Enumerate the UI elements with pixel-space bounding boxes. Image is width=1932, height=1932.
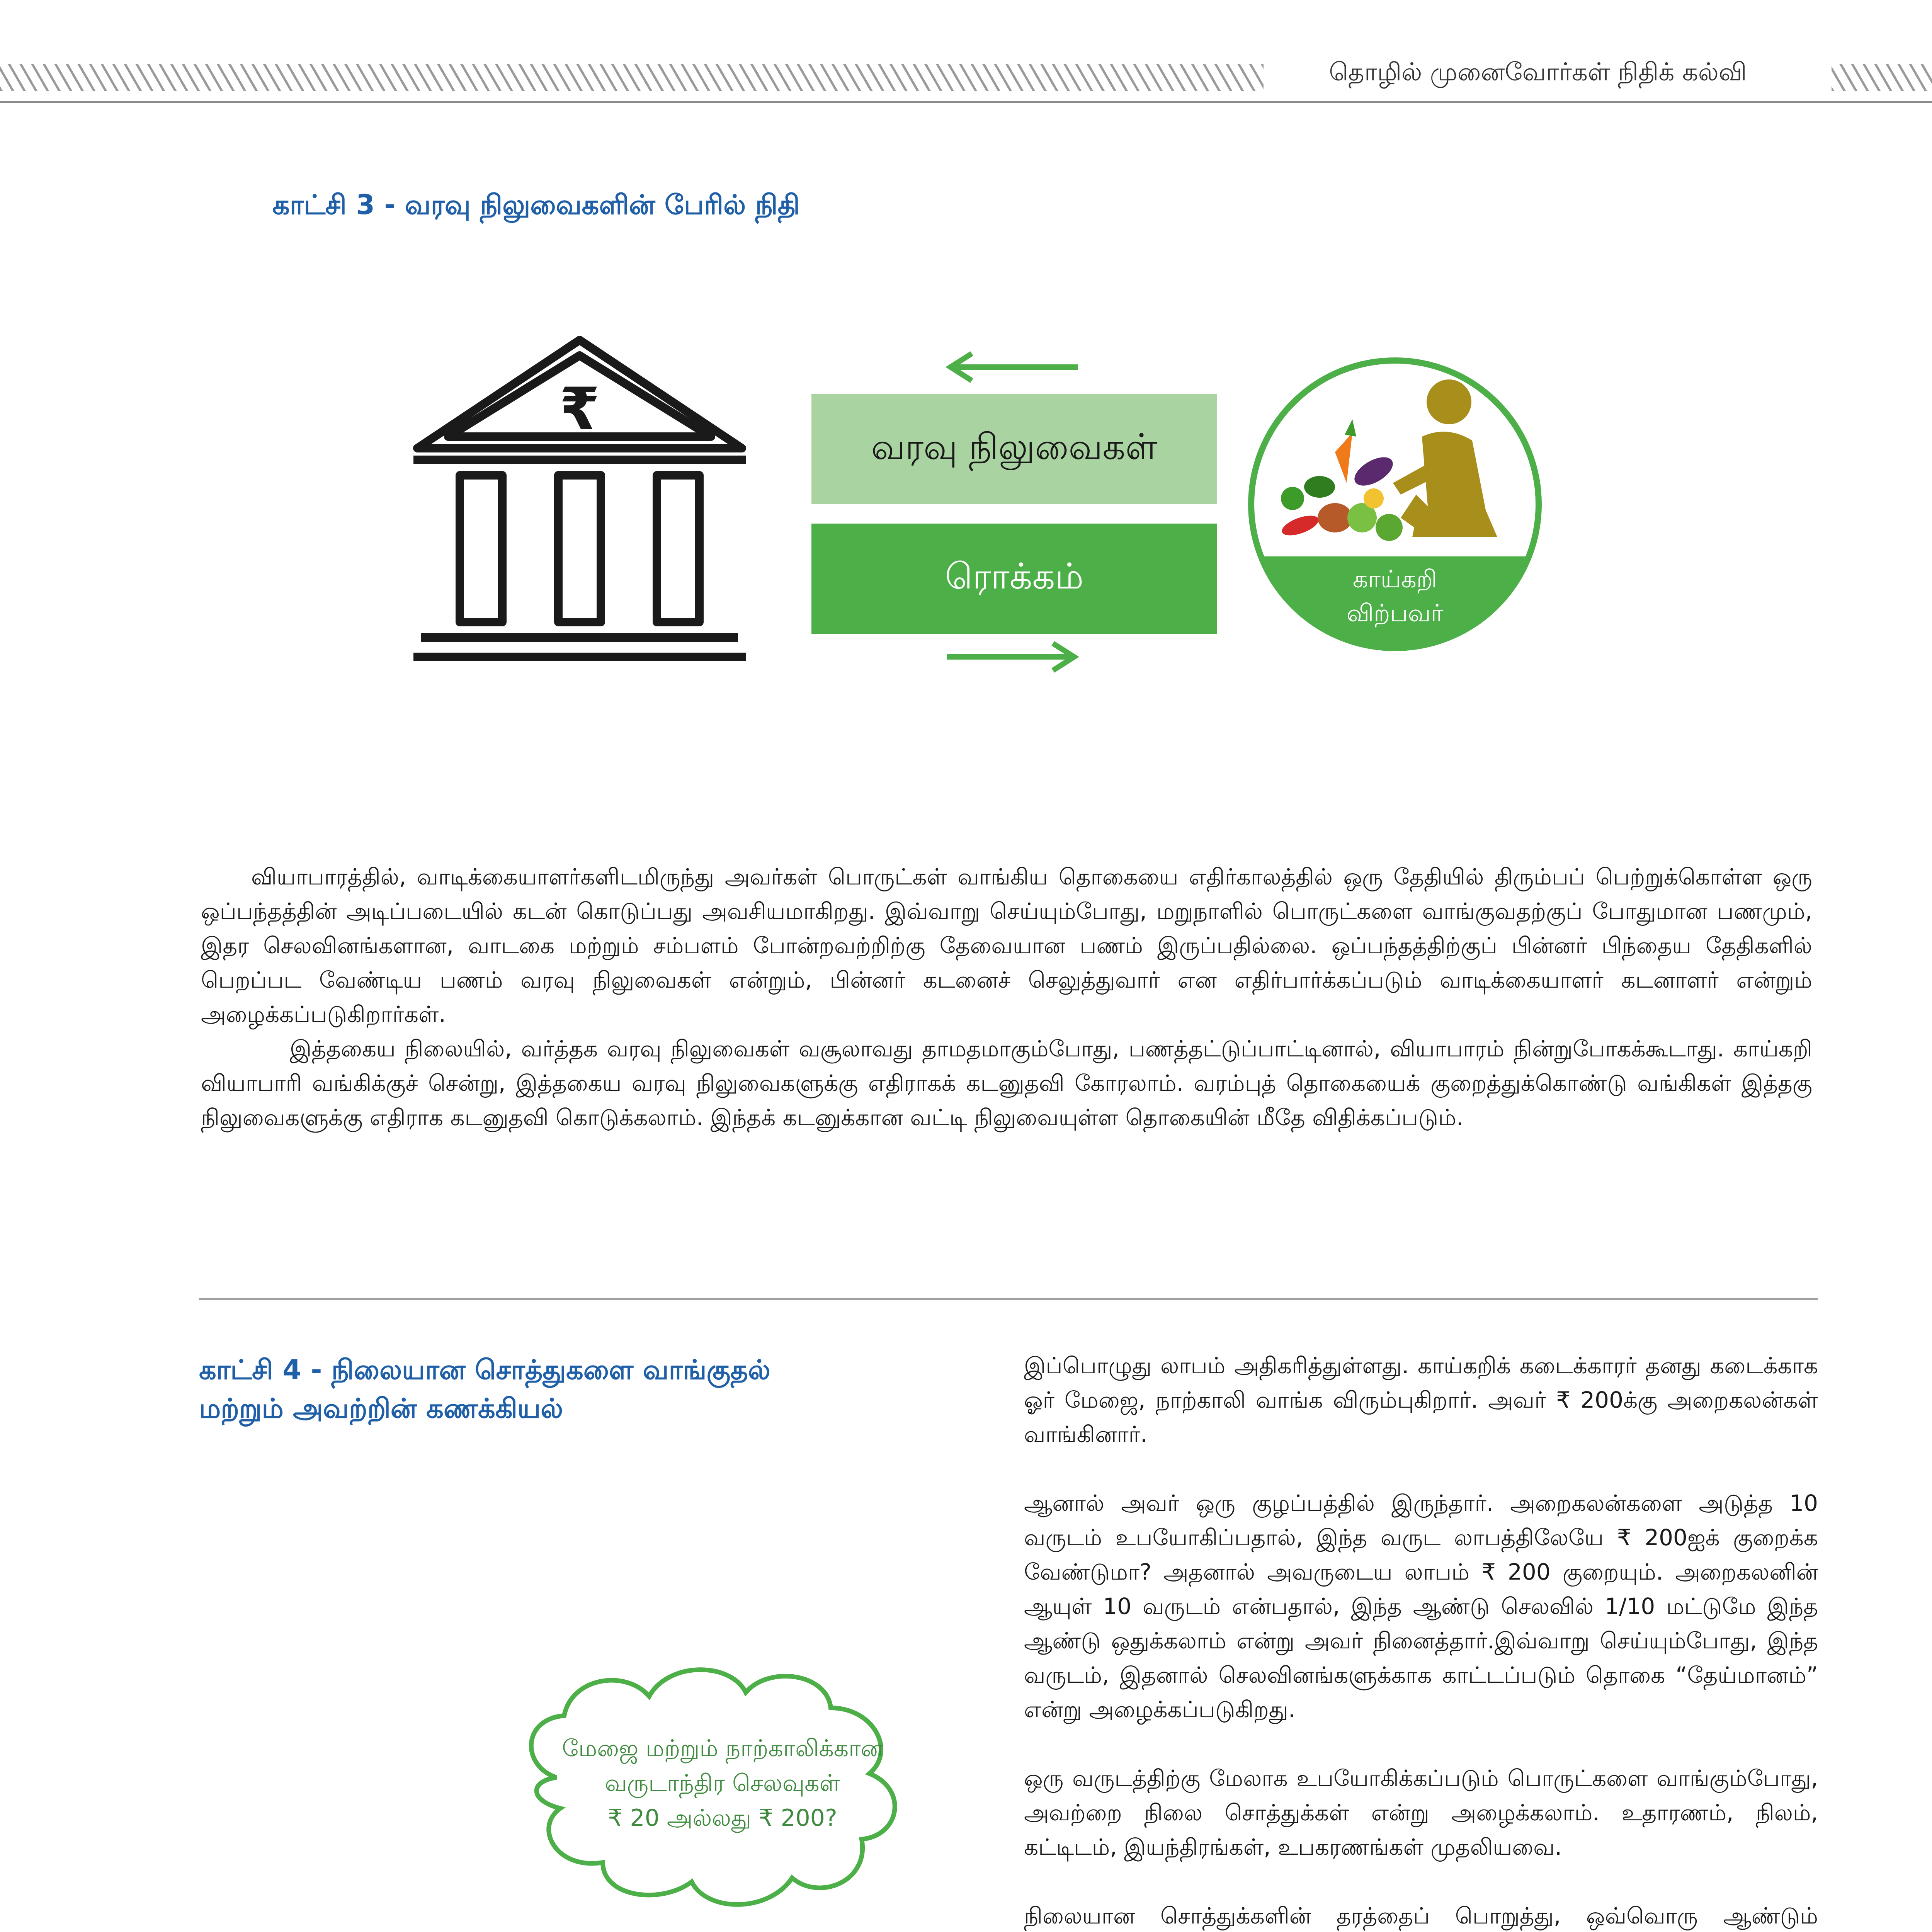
- section4-paragraph-2: ஆனால் அவர் ஒரு குழப்பத்தில் இருந்தார். அறைகலன்களை அடுத்த 10 வருடம் உபயோகிப்பதால், இந்த வருட லாபத்திலேயே ₹ 200ஐக் குறைக்க வேண்டுமா? அதனால் அவருடைய லாபம் ₹ 200 குறையும். அறைகலனின் ஆயுள் 10 வருடம் என்பதால், இந்த ஆண்டு செலவில் 1/10 மட்டுமே இந்த ஆண்டு ஒதுக்கலாம் என்று அவர் நினைத்தார்.இவ்வாறு செய்யும்போது, இந்த வருடம், இதனால் செலவினங்களுக்காக காட்டப்படும் தொகை “தேய்மானம்” என்று அழைக்கப்படுகிறது.: [1024, 1490, 1818, 1723]
- header-hatch-right: [1832, 64, 1932, 91]
- section4-title-line2: மற்றும் அவற்றின் கணக்கியல்: [199, 1393, 563, 1424]
- vendor-label-line1: காய்கறி: [1352, 565, 1437, 593]
- receivables-box: வரவு நிலுவைகள்: [811, 394, 1217, 504]
- section4-title: [199, 1350, 770, 1428]
- cloud-line2: வருடாந்திர செலவுகள்: [605, 1770, 840, 1797]
- header-rule: [0, 101, 1932, 103]
- arrow-left-icon: [943, 352, 1082, 383]
- section4-paragraph-1: இப்பொழுது லாபம் அதிகரித்துள்ளது. காய்கறிக் கடைக்காரர் தனது கடைக்காக ஓர் மேஜை, நாற்காலி வாங்க விரும்புகிறார். அவர் ₹ 200க்கு அறைகலன்கள் வாங்கினார்.: [1024, 1352, 1818, 1447]
- section3-paragraph-2: இத்தகைய நிலையில், வர்த்தக வரவு நிலுவைகள் வசூலாவது தாமதமாகும்போது, பணத்தட்டுப்பாட்டினால், வியாபாரம் நின்றுபோகக்கூடாது. காய்கறி வியாபாரி வங்கிக்குச் சென்று, இத்தகைய வரவு நிலுவைகளுக்கு எதிராகக் கடனுதவி கோரலாம். வரம்புத் தொகையைக் குறைத்துக்கொண்டு வங்கிகள் இத்தகு நிலுவைகளுக்கு எதிராக கடனுதவி கொடுக்கலாம். இந்தக் கடனுக்கான வட்டி நிலுவையுள்ள தொகையின் மீதே விதிக்கப்படும்.: [201, 1036, 1812, 1131]
- cloud-line1: மேஜை மற்றும் நாற்காலிக்கான: [562, 1735, 883, 1762]
- section3-body: [201, 860, 1812, 1135]
- cloud-text: [529, 1731, 916, 1835]
- section4-paragraph-3: ஒரு வருடத்திற்கு மேலாக உபயோகிக்கப்படும் பொருட்களை வாங்கும்போது, அவற்றை நிலை சொத்துக்கள் என்று அழைக்கலாம். உதாரணம், நிலம், கட்டிடம், இயந்திரங்கள், உபகரணங்கள் முதலியவை.: [1024, 1765, 1818, 1860]
- cloud-line3: ₹ 20 அல்லது ₹ 200?: [608, 1804, 837, 1832]
- section4-paragraph-4: நிலையான சொத்துக்களின் தரத்தைப் பொறுத்து, ஒவ்வொரு ஆண்டும்: [1024, 1903, 1818, 1929]
- section-divider: [199, 1298, 1818, 1300]
- svg-text:₹: ₹: [559, 376, 600, 443]
- section4-body: [1024, 1349, 1818, 1932]
- header-hatch-left: [0, 64, 1264, 91]
- vendor-label-line2: விற்பவர்: [1346, 599, 1444, 627]
- cash-box: ரொக்கம்: [811, 524, 1217, 634]
- section4-title-line1: காட்சி 4 - நிலையான சொத்துகளை வாங்குதல்: [199, 1354, 770, 1386]
- arrow-right-icon: [943, 641, 1082, 672]
- bank-icon: [406, 332, 753, 668]
- header-title: தொழில் முனைவோர்கள் நிதிக் கல்வி: [1329, 58, 1747, 87]
- section3-title: காட்சி 3 - வரவு நிலுவைகளின் பேரில் நிதி: [272, 189, 800, 221]
- section3-paragraph-1: வியாபாரத்தில், வாடிக்கையாளர்களிடமிருந்து அவர்கள் பொருட்கள் வாங்கிய தொகையை எதிர்காலத்தில் ஒரு தேதியில் திரும்பப் பெற்றுக்கொள்ள ஒரு ஒப்பந்தத்தின் அடிப்படையில் கடன் கொடுப்பது அவசியமாகிறது. இவ்வாறு செய்யும்போது, மறுநாளில் பொருட்களை வாங்குவதற்குப் போதுமான பணமும், இதர செலவினங்களான, வாடகை மற்றும் சம்பளம் போன்றவற்றிற்கு தேவையான பணம் இருப்பதில்லை. ஒப்பந்தத்திற்குப் பின்னர் பிந்தைய தேதிகளில் பெறப்பட வேண்டிய பணம் வரவு நிலுவைகள் என்றும், பின்னர் கடனைச் செலுத்துவார் என எதிர்பார்க்கப்படும் வாடிக்கையாளர் கடனாளர் என்றும் அழைக்கப்படுகிறார்கள்.: [201, 864, 1812, 1027]
- vendor-label: [1275, 562, 1515, 630]
